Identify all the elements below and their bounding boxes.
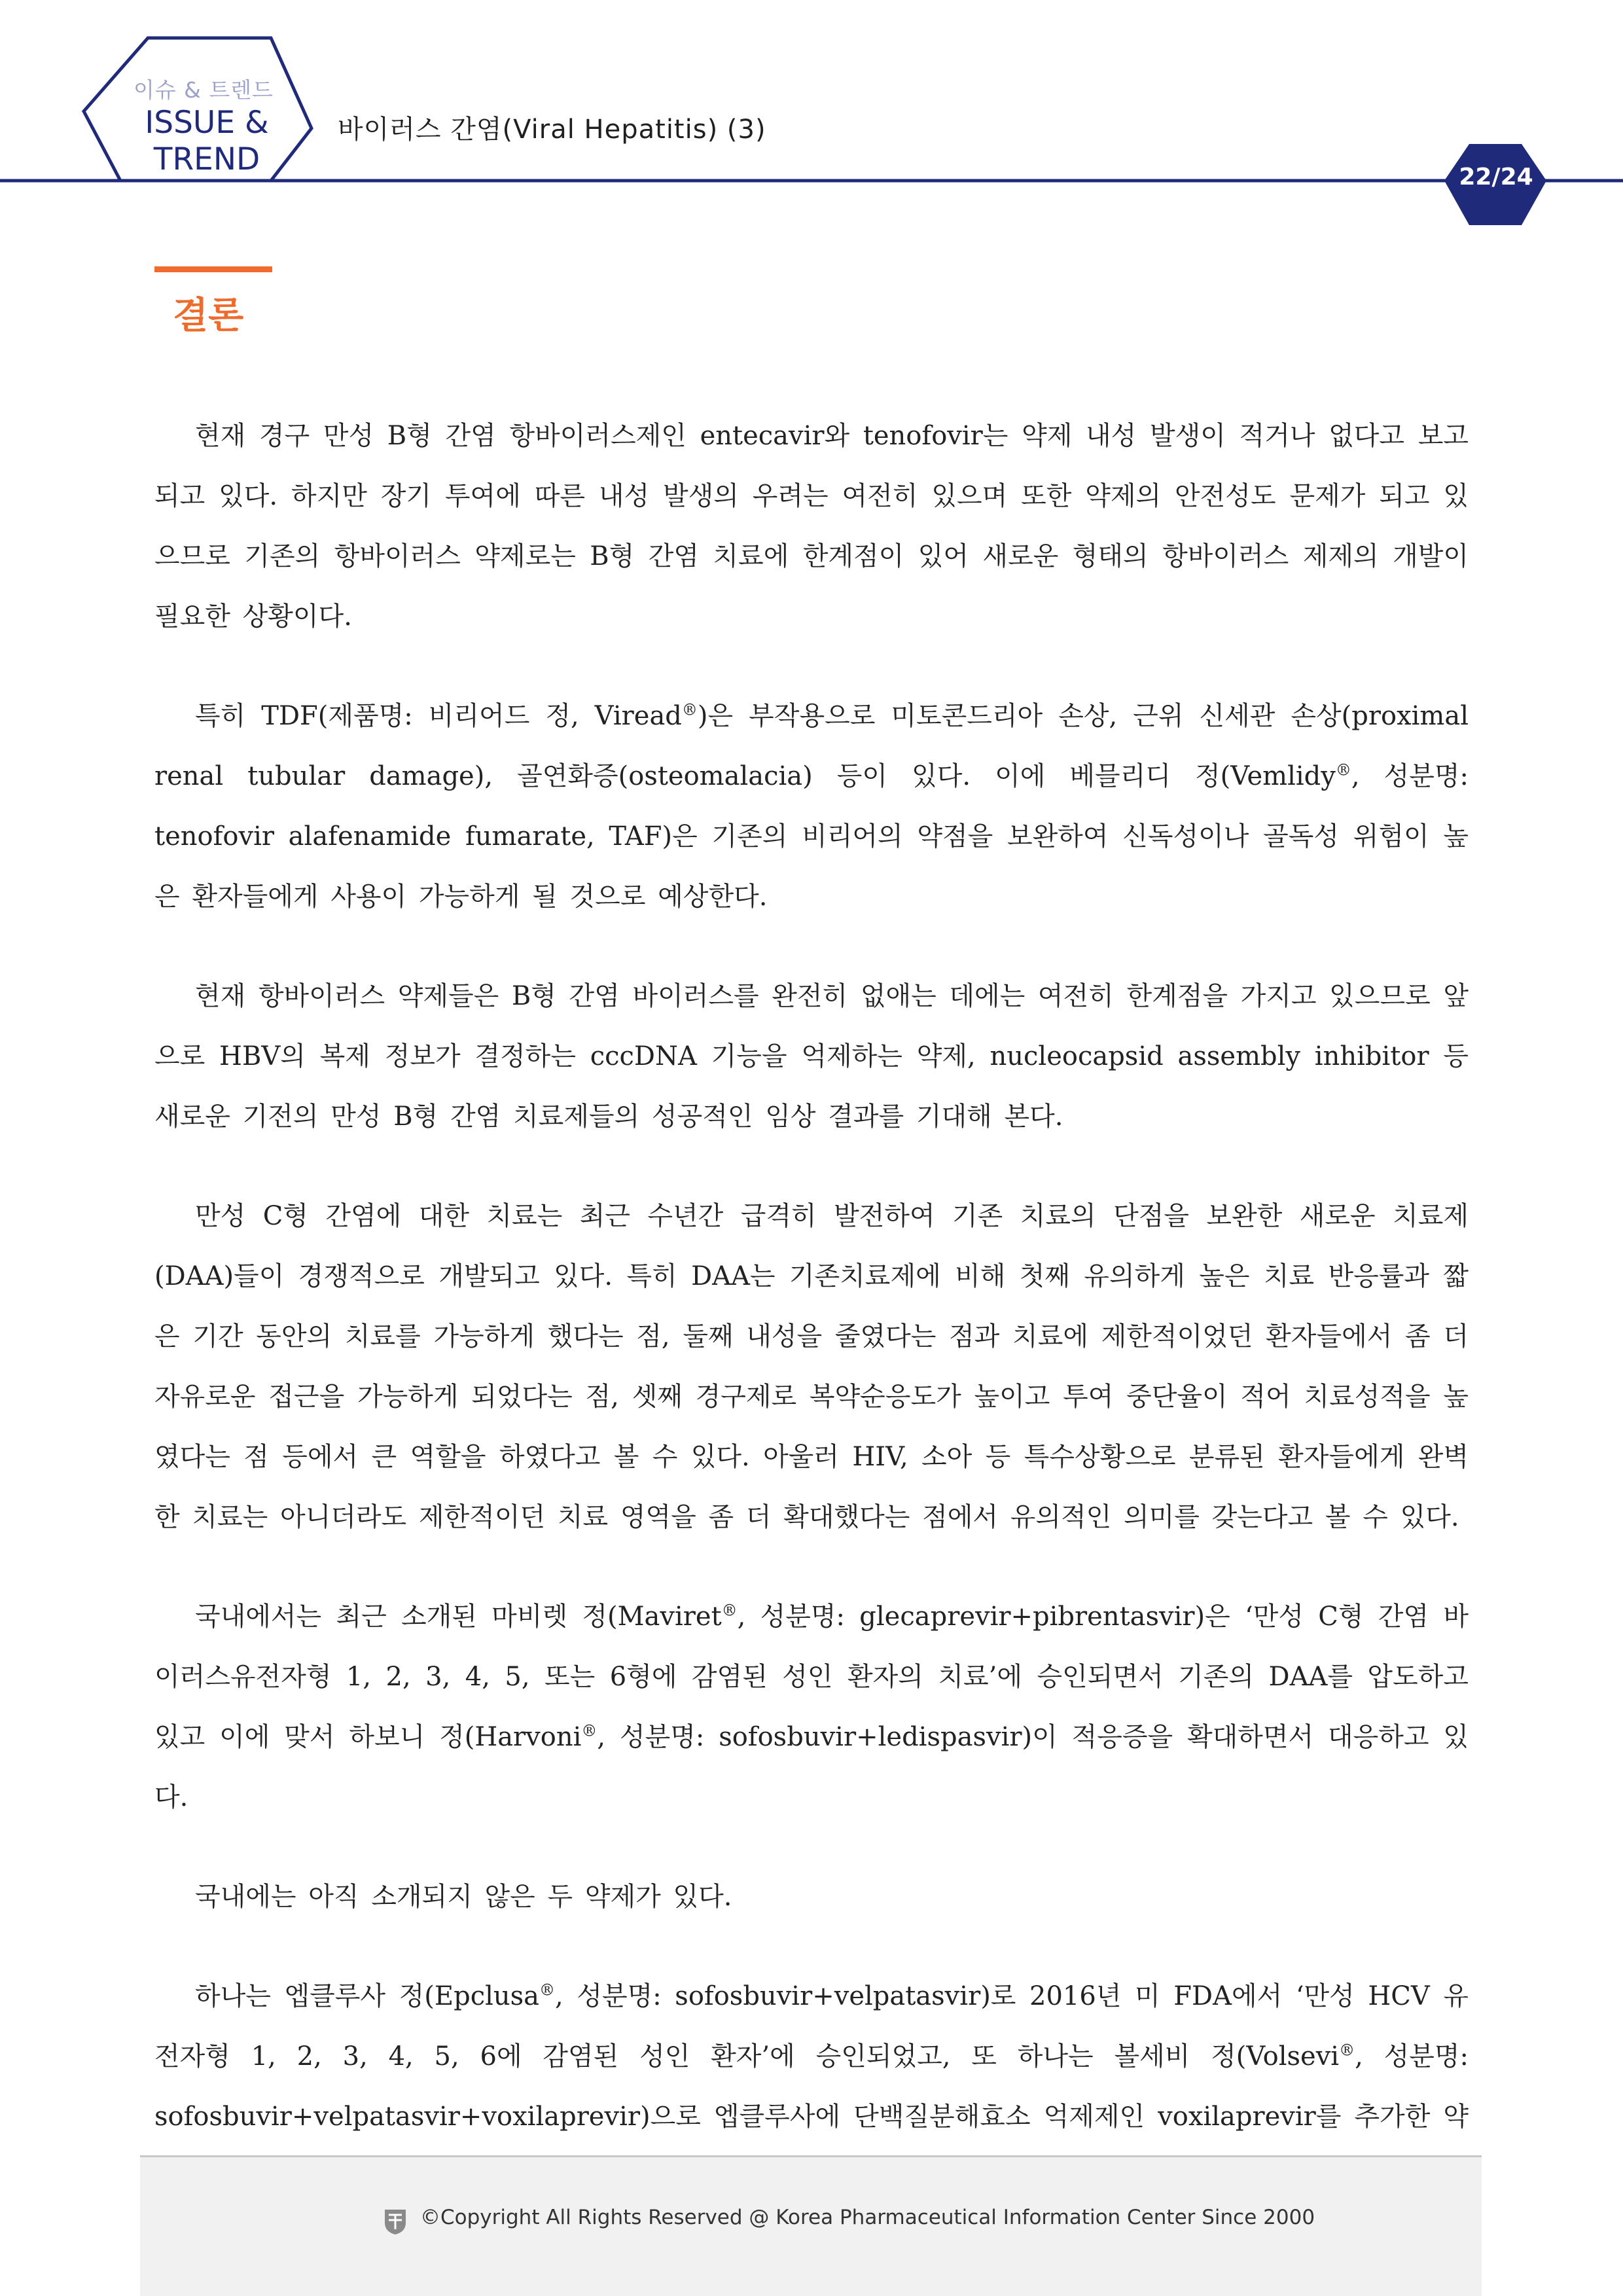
registered-mark: ® [1339,2041,1355,2060]
body-paragraph [154,966,1469,1147]
paragraph-text: , 성분명: glecaprevir+pibrentasvir)은 ‘만성 C형 간염 바이러스유전자형 1, 2, 3, 4, 5, 또는 6형에 감염된 성인 환자의 치료’에 승인되면서 기존의 DAA를 압도하고 있고 이에 맞서 하보니 정(Harvoni [154,1602,1469,1752]
body-paragraph [154,1867,1469,1927]
paragraph-text: 하나는 엡클루사 정(Epclusa [195,1981,540,2011]
paragraph-text: 국내에서는 최근 소개된 마비렛 정(Maviret [195,1602,722,1632]
footer-copyright: ©Copyright All Rights Reserved @ Korea Pharmaceutical Information Center Since 2000 [420,2206,1315,2229]
section-title: 결론 [173,295,244,337]
header-title: 바이러스 간염(Viral Hepatitis) (3) [338,115,766,145]
paragraph-text: , 성분명: sofosbuvir+ledispasvir)이 적응증을 확대하면서 대응하고 있다. [154,1722,1469,1812]
body-paragraph [154,1186,1469,1547]
paragraph-text: 현재 항바이러스 약제들은 B형 간염 바이러스를 완전히 없애는 데에는 여전히 한계점을 가지고 있으므로 앞으로 HBV의 복제 정보가 결정하는 cccDNA 기능을 억제하는 약제, nucleocapsid assembly inhibitor 등 새로운 기전의 만성 B형 간염 치료제들의 성공적인 임상 결과를 기대해 본다. [154,981,1469,1132]
paragraph-text: , 성분명: sofosbuvir+velpatasvir)로 2016년 미 FDA에서 ‘만성 HCV 유전자형 1, 2, 3, 4, 5, 6에 감염된 성인 환자’에 승인되었고, 또 하나는 볼세비 정(Volsevi [154,1981,1469,2072]
kpic-logo-icon [382,2207,408,2236]
issue-badge [122,105,292,178]
page-header [0,0,1623,236]
issue-badge-line2: TREND [153,141,260,177]
issue-badge-line1: ISSUE & [145,105,269,141]
paragraph-text: )은 부작용으로 미토콘드리아 손상, 근위 신세관 손상(proximal renal tubular damage), 골연화증(osteomalacia) 등이 있다. 이에 베믈리디 정(Vemlidy [154,701,1469,791]
registered-mark: ® [539,1981,556,2000]
body-paragraph [154,686,1469,927]
paragraph-text: 특히 TDF(제품명: 비리어드 정, Viread [195,701,682,731]
paragraph-text: , 성분명: sofosbuvir+velpatasvir+voxilaprevir)으로 엡클루사에 단백질분해효소 억제제인 voxilaprevir를 추가한 약 [154,2041,1469,2132]
registered-mark: ® [681,700,698,719]
paragraph-text: 국내에는 아직 소개되지 않은 두 약제가 있다. [195,1882,732,1912]
registered-mark: ® [721,1601,738,1620]
issue-badge-small: 이슈 & 트렌드 [133,77,274,103]
paragraph-text: 현재 경구 만성 B형 간염 항바이러스제인 entecavir와 tenofovir는 약제 내성 발생이 적거나 없다고 보고되고 있다. 하지만 장기 투여에 따른 내성 발생의 우려는 여전히 있으며 또한 약제의 안전성도 문제가 되고 있으므로 기존의 항바이러스 약제로는 B형 간염 치료에 한계점이 있어 새로운 형태의 항바이러스 제제의 개발이 필요한 상황이다. [154,421,1469,632]
paragraph-text: 만성 C형 간염에 대한 치료는 최근 수년간 급격히 발전하여 기존 치료의 단점을 보완한 새로운 치료제(DAA)들이 경쟁적으로 개발되고 있다. 특히 DAA는 기존치료제에 비해 첫째 유의하게 높은 치료 반응률과 짧은 기간 동안의 치료를 가능하게 했다는 점, 둘째 내성을 줄였다는 점과 치료에 제한적이었던 환자들에서 좀 더 자유로운 접근을 가능하게 되었다는 점, 셋째 경구제로 복약순응도가 높이고 투여 중단율이 적어 치료성적을 높였다는 점 등에서 큰 역할을 하였다고 볼 수 있다. 아울러 HIV, 소아 등 특수상황으로 분류된 환자들에게 완벽한 치료는 아니더라도 제한적이던 치료 영역을 좀 더 확대했다는 점에서 유의적인 의미를 갖는다고 볼 수 있다. [154,1201,1469,1532]
page-number: 22/24 [1459,164,1533,190]
registered-mark: ® [1335,761,1351,780]
body-paragraph [154,406,1469,647]
section-accent-bar [154,266,272,272]
registered-mark: ® [581,1721,597,1740]
paragraph-text: , 성분명: tenofovir alafenamide fumarate, TAF)은 기존의 비리어의 약점을 보완하여 신독성이나 골독성 위험이 높은 환자들에게 사용이 가능하게 될 것으로 예상한다. [154,761,1469,912]
body-paragraph [154,1587,1469,1827]
body-content [154,406,1469,2246]
